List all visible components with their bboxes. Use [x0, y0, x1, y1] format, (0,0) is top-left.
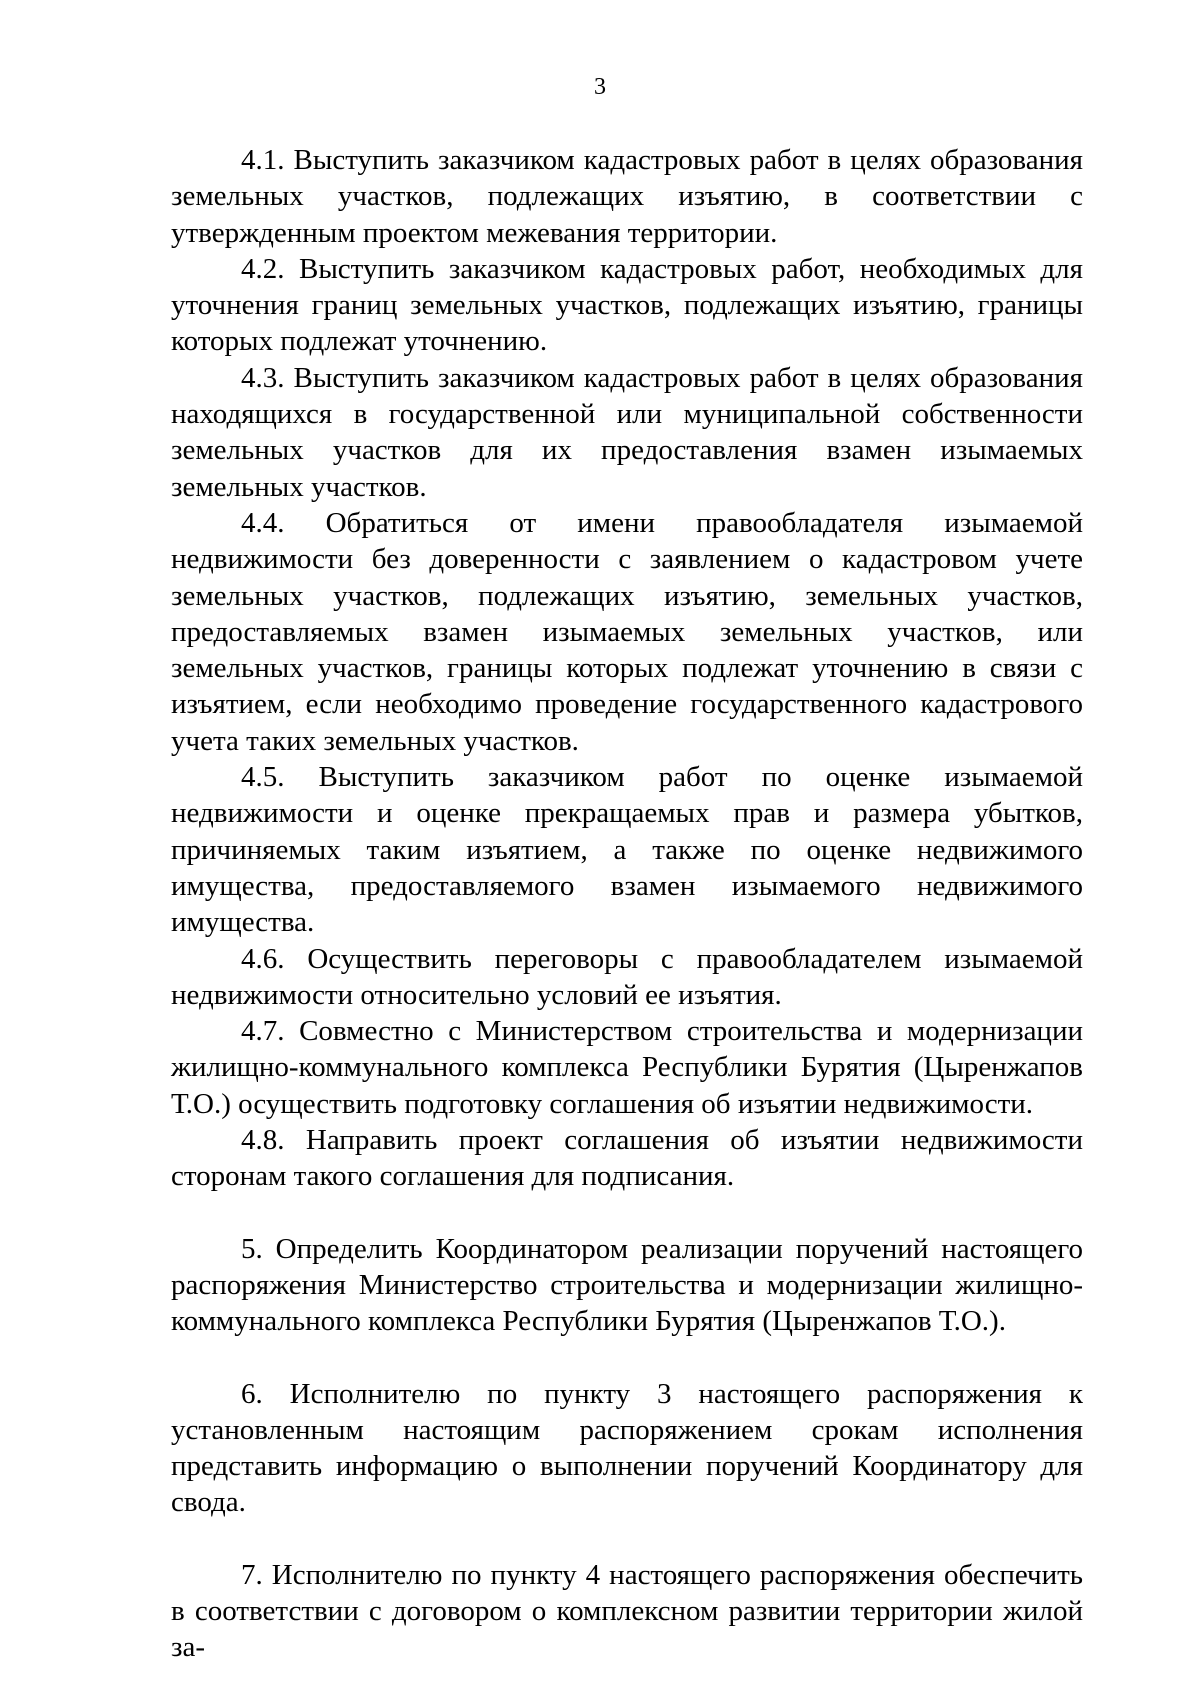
paragraph-4-5: 4.5. Выступить заказчиком работ по оценке изымаемой недвижимости и оценке прекращаемых прав и размера убытков, причиняемых таким изъятием, а также по оценке недвижимого имущества, предоставляемого взамен изымаемого недвижимого имущества. — [171, 761, 1083, 939]
paragraph-4-7: 4.7. Совместно с Министерством строительства и модернизации жилищно-коммунального комплекса Республики Бурятия (Цыренжапов Т.О.) осуществить подготовку соглашения об изъятии недвижимости. — [171, 1015, 1083, 1120]
paragraph-4-1: 4.1. Выступить заказчиком кадастровых работ в целях образования земельных участков, подлежащих изъятию, в соответствии с утвержденным проектом межевания территории. — [171, 144, 1083, 249]
paragraph-4-2: 4.2. Выступить заказчиком кадастровых работ, необходимых для уточнения границ земельных участков, подлежащих изъятию, границы которых подлежат уточнению. — [171, 252, 1083, 358]
paragraph-4-4: 4.4. Обратиться от имени правообладателя изымаемой недвижимости без доверенности с заявлением о кадастровом учете земельных участков, подлежащих изъятию, земельных участков, предоставляемых взамен изымаемых земельных участков, или земельных участков, границы которых подлежат уточнению в связи с изъятием, если необходимо проведение государственного кадастрового учета таких земельных участков. — [171, 506, 1083, 757]
paragraph-4-6: 4.6. Осуществить переговоры с правообладателем изымаемой недвижимости относительно условий ее изъятия. — [171, 942, 1083, 1011]
paragraph-7: 7. Исполнителю по пункту 4 настоящего распоряжения обеспечить в соответствии с договором о комплексном развитии территории жилой за- — [171, 1558, 1083, 1664]
page-number: 3 — [594, 74, 606, 100]
paragraph-5: 5. Определить Координатором реализации поручений настоящего распоряжения Министерство строительства и модернизации жилищно-коммунального комплекса Республики Бурятия (Цыренжапов Т.О.). — [171, 1232, 1083, 1338]
document-body — [171, 142, 1083, 1666]
paragraph-6: 6. Исполнителю по пункту 3 настоящего распоряжения к установленным настоящим распоряжением срокам исполнения представить информацию о выполнении поручений Координатору для свода. — [171, 1377, 1083, 1519]
paragraph-4-3: 4.3. Выступить заказчиком кадастровых работ в целях образования находящихся в государственной или муниципальной собственности земельных участков для их предоставления взамен изымаемых земельных участков. — [171, 361, 1083, 503]
paragraph-4-8: 4.8. Направить проект соглашения об изъятии недвижимости сторонам такого соглашения для подписания. — [171, 1124, 1083, 1193]
